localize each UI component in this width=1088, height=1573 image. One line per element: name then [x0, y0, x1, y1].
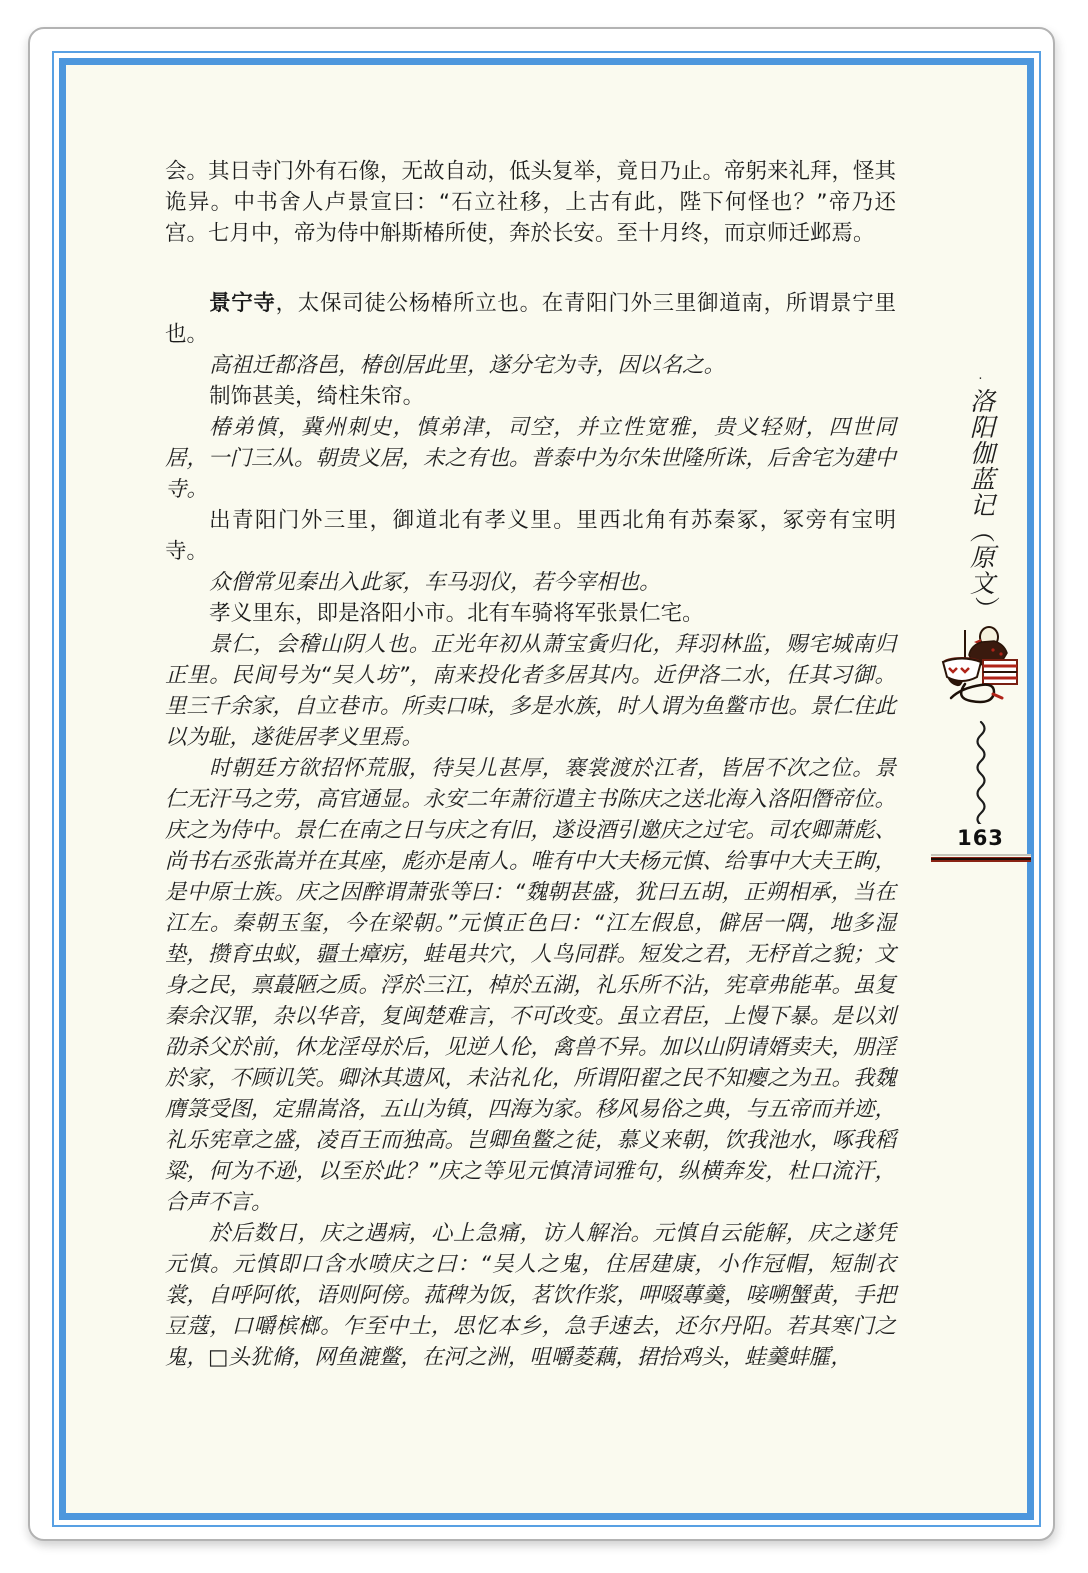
paragraph-continuation: 会。其日寺门外有石像，无故自动，低头复举，竟日乃止。帝躬来礼拜，怪其诡异。中书舍人卢景宣曰：“石立社移，上古有此，陛下何怪也？”帝乃还宫。七月中，帝为侍中斛斯椿所使，奔於长安。至十月终，而京师迁邺焉。: [165, 159, 897, 246]
paragraph-note-2: 椿弟慎，冀州刺史，慎弟津，司空，并立性宽雅，贵义轻财，四世同居，一门三从。朝贵义居，未之有也。普泰中为尔朱世隆所诛，后舍宅为建中寺。: [165, 415, 897, 502]
temple-name-bold: 景宁寺: [209, 291, 276, 316]
wavy-divider-icon: [973, 720, 989, 824]
paragraph-note-1: 高祖迁都洛邑，椿创居此里，遂分宅为寺，因以名之。: [209, 353, 726, 378]
book-title-vertical: 洛阳伽蓝记（原文）: [966, 388, 996, 622]
body-text-column: [165, 156, 896, 1373]
paragraph-main-4: 孝义里东，即是洛阳小市。北有车骑将军张景仁宅。: [209, 601, 704, 626]
margin-sidebar: [930, 372, 1031, 862]
page-number-rule: [931, 854, 1031, 862]
paragraph-note-4: 景仁，会稽山阴人也。正光年初从萧宝夤归化，拜羽林监，赐宅城南归正里。民间号为“吴人坊”，南来投化者多居其内。近伊洛二水，任其习御。里三千余家，自立巷市。所卖口味，多是水族，时人谓为鱼鳖市也。景仁住此以为耻，遂徙居孝义里焉。: [165, 632, 897, 750]
inner-blue-frame: [59, 58, 1034, 1520]
paragraph-main-3: 出青阳门外三里，御道北有孝义里。里西北角有苏秦冢，冢旁有宝明寺。: [165, 508, 896, 564]
paragraph-main-2: 制饰甚美，绮柱朱帘。: [209, 384, 425, 409]
margin-dot: ·: [978, 372, 983, 387]
paragraph-note-3: 众僧常见秦出入此冢，车马羽仪，若今宰相也。: [209, 570, 661, 595]
temple-heading-text: ，太保司徒公杨椿所立也。在青阳门外三里御道南，所谓景宁里也。: [165, 291, 896, 347]
book-page-card: [28, 27, 1055, 1541]
woodcut-illustration-icon: [935, 624, 1027, 716]
page-number: 163: [957, 826, 1004, 850]
paragraph-note-5: 时朝廷方欲招怀荒服，待吴儿甚厚，褰裳渡於江者，皆居不次之位。景仁无汗马之劳，高官通显。永安二年萧衍遣主书陈庆之送北海入洛阳僭帝位。庆之为侍中。景仁在南之日与庆之有旧，遂设酒引邀庆之过宅。司农卿萧彪、尚书右丞张嵩并在其座，彪亦是南人。唯有中大夫杨元慎、给事中大夫王眴，是中原士族。庆之因醉谓萧张等曰：“魏朝甚盛，犹曰五胡，正朔相承，当在江左。秦朝玉玺，今在梁朝。”元慎正色曰：“江左假息，僻居一隅，地多湿垫，攒育虫蚁，疆土瘴疠，蛙黾共穴，人鸟同群。短发之君，无杼首之貌；文身之民，禀蕞陋之质。浮於三江，棹於五湖，礼乐所不沾，宪章弗能革。虽复秦余汉罪，杂以华音，复闽楚难言，不可改变。虽立君臣，上慢下暴。是以刘劭杀父於前，休龙淫母於后，见逆人伦，禽兽不异。加以山阴请婿卖夫，朋淫於家，不顾讥笑。卿沐其遗风，未沾礼化，所谓阳翟之民不知瘿之为丑。我魏膺箓受图，定鼎嵩洛，五山为镇，四海为家。移风易俗之典，与五帝而并迹，礼乐宪章之盛，凌百王而独高。岂卿鱼鳖之徒，慕义来朝，饮我池水，啄我稻粱，何为不逊，以至於此？”庆之等见元慎清词雅句，纵横奔发，杜口流汗，合声不言。: [165, 756, 897, 1215]
paragraph-temple-heading: [165, 288, 896, 350]
paragraph-note-6: 於后数日，庆之遇病，心上急痛，访人解治。元慎自云能解，庆之遂凭元慎。元慎即口含水喷庆之曰：“吴人之鬼，住居建康，小作冠帽，短制衣裳，自呼阿侬，语则阿傍。菰稗为饭，茗饮作浆，呷啜蓴羹，唼嗍蟹黄，手把豆蔻，口嚼槟榔。乍至中土，思忆本乡，急手速去，还尔丹阳。若其寒门之鬼，□头犹脩，网鱼漉鳖，在河之洲，咀嚼菱藕，捃拾鸡头，蛙羹蚌臛，: [165, 1221, 897, 1370]
